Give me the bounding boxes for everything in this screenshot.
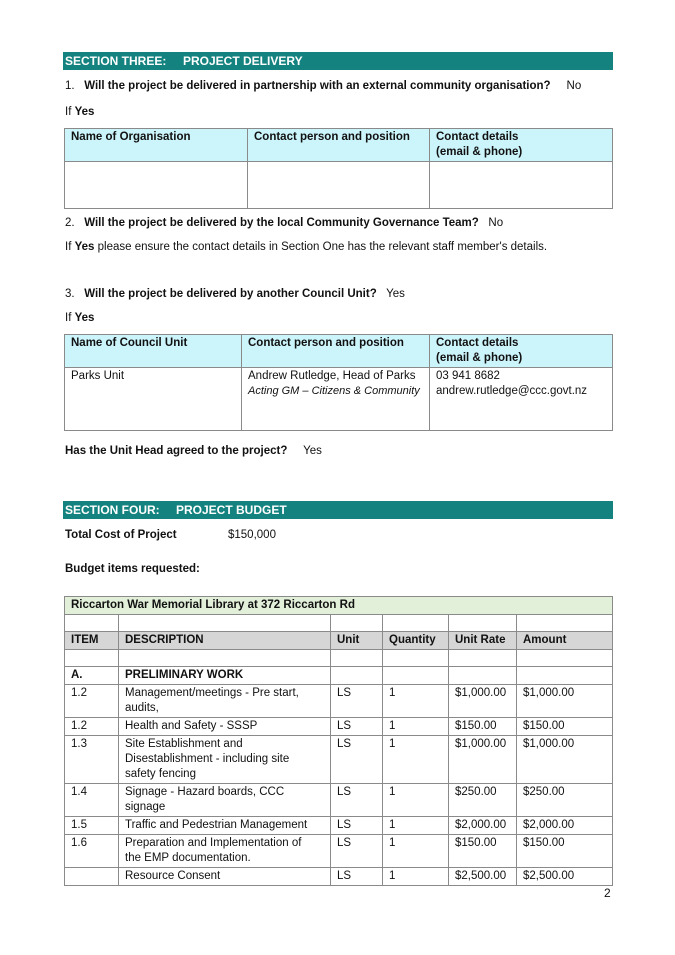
budget-rate: $150.00 [449,835,517,868]
if-yes-3: If Yes [65,312,95,324]
unit-head-answer: Yes [303,445,322,457]
unit-contact-cell: Andrew Rutledge, Head of Parks Acting GM – Citizens & Community [242,368,430,431]
budget-qty: 1 [383,718,449,736]
budget-rate: $250.00 [449,784,517,817]
question-3-answer: Yes [386,288,405,300]
budget-qty: 1 [383,835,449,868]
budget-header-amount: Amount [517,632,613,650]
budget-table-title: Riccarton War Memorial Library at 372 Riccarton Rd [65,597,613,615]
section-four-title: PROJECT BUDGET [176,503,287,517]
budget-row [65,685,613,718]
budget-description: Resource Consent [119,868,331,886]
section-name: PRELIMINARY WORK [119,667,331,685]
budget-item: 1.4 [65,784,119,817]
page-number: 2 [604,886,611,900]
budget-row [65,835,613,868]
budget-item: 1.2 [65,718,119,736]
budget-header-unit: Unit [331,632,383,650]
budget-description: Health and Safety - SSSP [119,718,331,736]
budget-row [65,784,613,817]
budget-qty: 1 [383,868,449,886]
section-three-label: SECTION THREE: [65,54,167,68]
budget-description: Signage - Hazard boards, CCC signage [119,784,331,817]
section-four-header [63,501,613,519]
budget-amount: $1,000.00 [517,685,613,718]
budget-qty: 1 [383,784,449,817]
total-cost-label: Total Cost of Project [65,529,177,541]
org-name-cell[interactable] [65,162,248,209]
org-header-contact: Contact person and position [248,129,430,162]
budget-amount: $150.00 [517,835,613,868]
unit-header-contact: Contact person and position [242,335,430,368]
budget-rate: $1,000.00 [449,736,517,784]
budget-item: 1.5 [65,817,119,835]
budget-header-unit-rate: Unit Rate [449,632,517,650]
section-three-header [63,52,613,70]
budget-item: 1.3 [65,736,119,784]
budget-header-item: ITEM [65,632,119,650]
question-2-answer: No [488,217,504,229]
council-unit-table [64,334,613,431]
question-2: 2. Will the project be delivered by the local Community Governance Team? No [65,217,504,229]
unit-header-details: Contact details (email & phone) [430,335,613,368]
budget-item: 1.6 [65,835,119,868]
question-1-answer: No [566,80,582,92]
budget-item: 1.2 [65,685,119,718]
budget-amount: $2,000.00 [517,817,613,835]
budget-description: Preparation and Implementation of the EMP documentation. [119,835,331,868]
organisation-table [64,128,613,209]
question-1 [65,80,581,92]
unit-details-cell: 03 941 8682 andrew.rutledge@ccc.govt.nz [430,368,613,431]
budget-header-quantity: Quantity [383,632,449,650]
question-2-text: Will the project be delivered by the local Community Governance Team? [84,217,479,229]
budget-description: Site Establishment and Disestablishment - including site safety fencing [119,736,331,784]
budget-unit: LS [331,685,383,718]
budget-unit: LS [331,817,383,835]
section-four-label: SECTION FOUR: [65,503,160,517]
budget-amount: $150.00 [517,718,613,736]
budget-table [64,596,613,886]
budget-row [65,868,613,886]
budget-row [65,718,613,736]
budget-amount: $250.00 [517,784,613,817]
unit-name-cell: Parks Unit [65,368,242,431]
unit-header-name: Name of Council Unit [65,335,242,368]
budget-qty: 1 [383,817,449,835]
budget-unit: LS [331,835,383,868]
budget-unit: LS [331,718,383,736]
question-3-text: Will the project be delivered by another Council Unit? [84,288,377,300]
question-3: 3. Will the project be delivered by another Council Unit? Yes [65,288,405,300]
total-cost-value: $150,000 [228,529,276,541]
question-1-text: Will the project be delivered in partnership with an external community organisation? [84,80,551,92]
budget-rate: $2,500.00 [449,868,517,886]
if-yes-2: If Yes please ensure the contact details in Section One has the relevant staff member's details. [65,241,548,253]
budget-rate: $2,000.00 [449,817,517,835]
total-cost [65,529,177,541]
budget-description: Traffic and Pedestrian Management [119,817,331,835]
budget-item [65,868,119,886]
if-yes-1: If Yes [65,106,95,118]
budget-row [65,736,613,784]
budget-rate: $150.00 [449,718,517,736]
budget-amount: $1,000.00 [517,736,613,784]
section-three-title: PROJECT DELIVERY [183,54,303,68]
org-contact-cell[interactable] [248,162,430,209]
question-1-number: 1. [65,80,75,92]
unit-head-question [65,445,322,457]
section-code: A. [65,667,119,685]
budget-header-description: DESCRIPTION [119,632,331,650]
budget-row [65,817,613,835]
budget-unit: LS [331,784,383,817]
budget-qty: 1 [383,736,449,784]
budget-description: Management/meetings - Pre start, audits, [119,685,331,718]
unit-head-text: Has the Unit Head agreed to the project? [65,445,288,457]
org-header-name: Name of Organisation [65,129,248,162]
budget-unit: LS [331,736,383,784]
budget-rate: $1,000.00 [449,685,517,718]
budget-unit: LS [331,868,383,886]
org-header-details: Contact details (email & phone) [430,129,613,162]
org-details-cell[interactable] [430,162,613,209]
budget-qty: 1 [383,685,449,718]
budget-items-label: Budget items requested: [65,563,200,575]
budget-amount: $2,500.00 [517,868,613,886]
